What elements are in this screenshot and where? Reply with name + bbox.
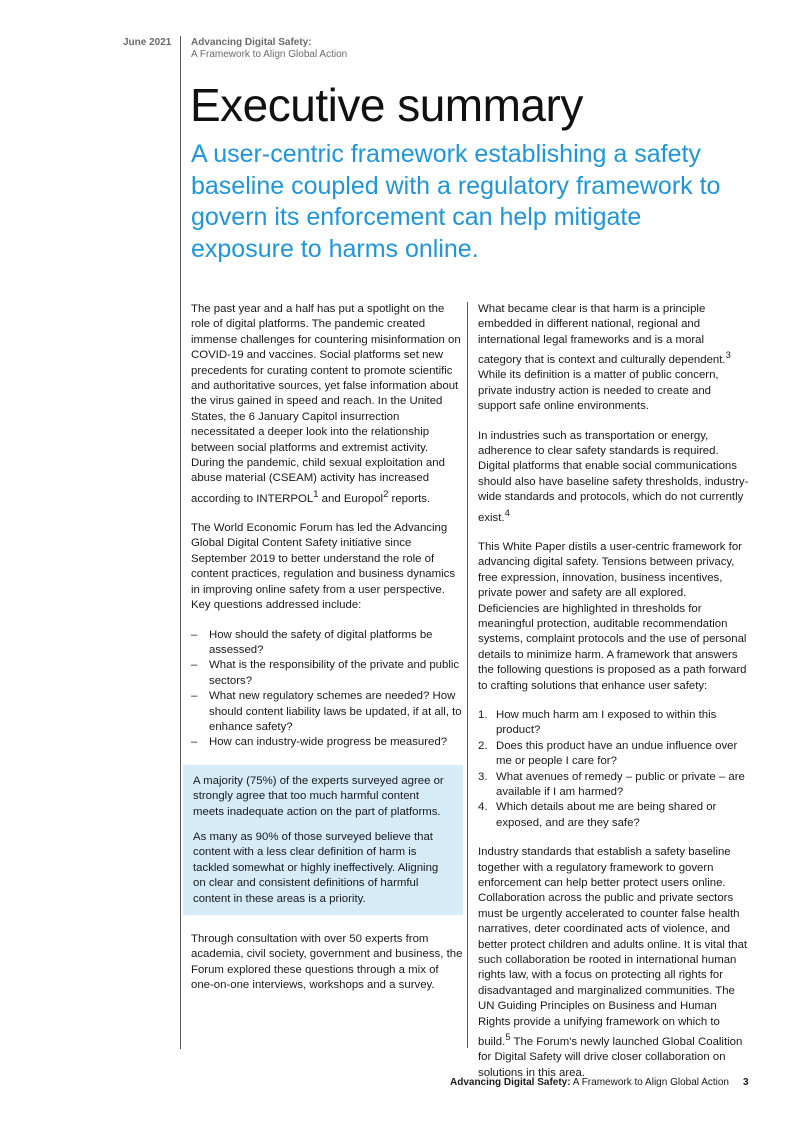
standards-paragraph: Industry standards that establish a safety baseline together with a regulatory framework to govern enforcement can help better protect users online. Collaboration across the public and private sectors must be urgently accelerated to counter false health narratives, deter coordinated acts of violence, and better protect children and adults online. It is vital that such collaboration be rooted in international human rights law, with a focus on protecting all rights for disadvantaged and marginalized communities. The UN Guiding Principles on Business and Human Rights provide a unifying framework on which to build.$^5$ The Forum's newly launched Global Coalition for Digital Safety will drive closer collaboration on solutions in this area. — [478, 846, 748, 1079]
footnote-ref-3: 3 — [725, 350, 731, 362]
survey-highlight-box — [183, 765, 463, 915]
left-column — [191, 302, 463, 1008]
list-item: 4. Which details about me are being shared or exposed, and are they safe? — [478, 801, 717, 829]
list-item: 3. What avenues of remedy – public or private – are available if I am harmed? — [478, 770, 745, 798]
list-item: – How should the safety of digital platforms be assessed? — [191, 628, 463, 659]
footer-subtitle: A Framework to Align Global Action — [570, 1077, 729, 1088]
framework-questions-list — [478, 708, 750, 831]
lead-statement: A user-centric framework establishing a safety baseline coupled with a regulatory framework to govern its enforcement can help mitigate exposure to harms online. — [191, 140, 721, 263]
list-item: 2. Does this product have an undue influence over me or people I care for? — [478, 739, 738, 768]
right-column — [478, 302, 750, 1095]
running-footer — [450, 1077, 749, 1088]
column-rule — [467, 302, 468, 1048]
header-title: Advancing Digital Safety: — [191, 37, 312, 48]
footnote-ref-5: 5 — [505, 1032, 511, 1044]
list-item: – How can industry-wide progress be measured? — [191, 735, 463, 750]
list-item: 1. How much harm am I exposed to within this product? — [478, 708, 717, 737]
header-subtitle: A Framework to Align Global Action — [191, 49, 348, 60]
highlight-paragraph: As many as 90% of those surveyed believe that content with a less clear definition of harm is tackled somewhat or highly ineffectively. Aligning on clear and consistent definitions of harmful content in these areas is a priority. — [193, 830, 439, 905]
key-questions-list — [191, 628, 463, 751]
list-item: – What new regulatory schemes are needed? How should content liability laws be updated, if at all, to enhance safety? — [191, 689, 463, 735]
intro-paragraph: The past year and a half has put a spotlight on the role of digital platforms. The pandemic created immense challenges for countering misinformation on COVID-19 and vaccines. Social platforms set new precedents for curating content to promote scientific and authoritative sources, yet false information about the virus gained in speed and reach. In the United States, the 6 January Capitol insurrection necessitated a deeper look into the relationship between social platforms and extremist activity. During the pandemic, child sexual exploitation and abuse material (CSEAM) activity has increased according to INTERPOL$^1$ and Europol$^2$ reports. — [191, 303, 461, 505]
highlight-paragraph: A majority (75%) of the experts surveyed agree or strongly agree that too much harmful content meets inadequate action on the part of platforms. — [193, 774, 444, 818]
margin-rule — [180, 36, 181, 1049]
page-title: Executive summary — [190, 79, 583, 131]
harm-paragraph: What became clear is that harm is a principle embedded in different national, regional and international legal frameworks and is a moral category that is context and culturally dependent.$^3$ While its definition is a matter of public concern, private industry action is needed to create and support safe online environments. — [478, 303, 731, 413]
consultation-paragraph: Through consultation with over 50 experts from academia, civil society, government and business, the Forum explored these questions through a mix of one-on-one interviews, workshops and a survey. — [191, 933, 463, 992]
footnote-ref-4: 4 — [504, 507, 510, 519]
page-number: 3 — [743, 1077, 749, 1088]
footer-title: Advancing Digital Safety: — [450, 1077, 571, 1088]
white-paper-paragraph: This White Paper distils a user-centric framework for advancing digital safety. Tensions between privacy, free expression, innovation, business incentives, private power and safety are all explored. Deficiencies are highlighted in thresholds for meaningful protection, auditable recommendation systems, complaint protocols and the use of personal details to minimize harm. A framework that answers the following questions is proposed as a path forward to crafting solutions that enhance user safety: — [478, 540, 747, 692]
initiative-paragraph: The World Economic Forum has led the Advancing Global Digital Content Safety initiative since September 2019 to better understand the role of content practices, regulation and business dynamics in improving online safety from a user perspective. Key questions addressed include: — [191, 522, 456, 612]
footnote-ref-2: 2 — [383, 488, 389, 500]
industries-paragraph: In industries such as transportation or energy, adherence to clear safety standards is required. Digital platforms that enable social communications should also have baseline safety thresholds, industry-wide standards and protocols, which do not currently exist.$^4$ — [478, 429, 749, 524]
header-date: June 2021 — [123, 37, 172, 48]
running-header — [191, 37, 347, 61]
footnote-ref-1: 1 — [313, 488, 319, 500]
list-item: – What is the responsibility of the private and public sectors? — [191, 658, 463, 689]
